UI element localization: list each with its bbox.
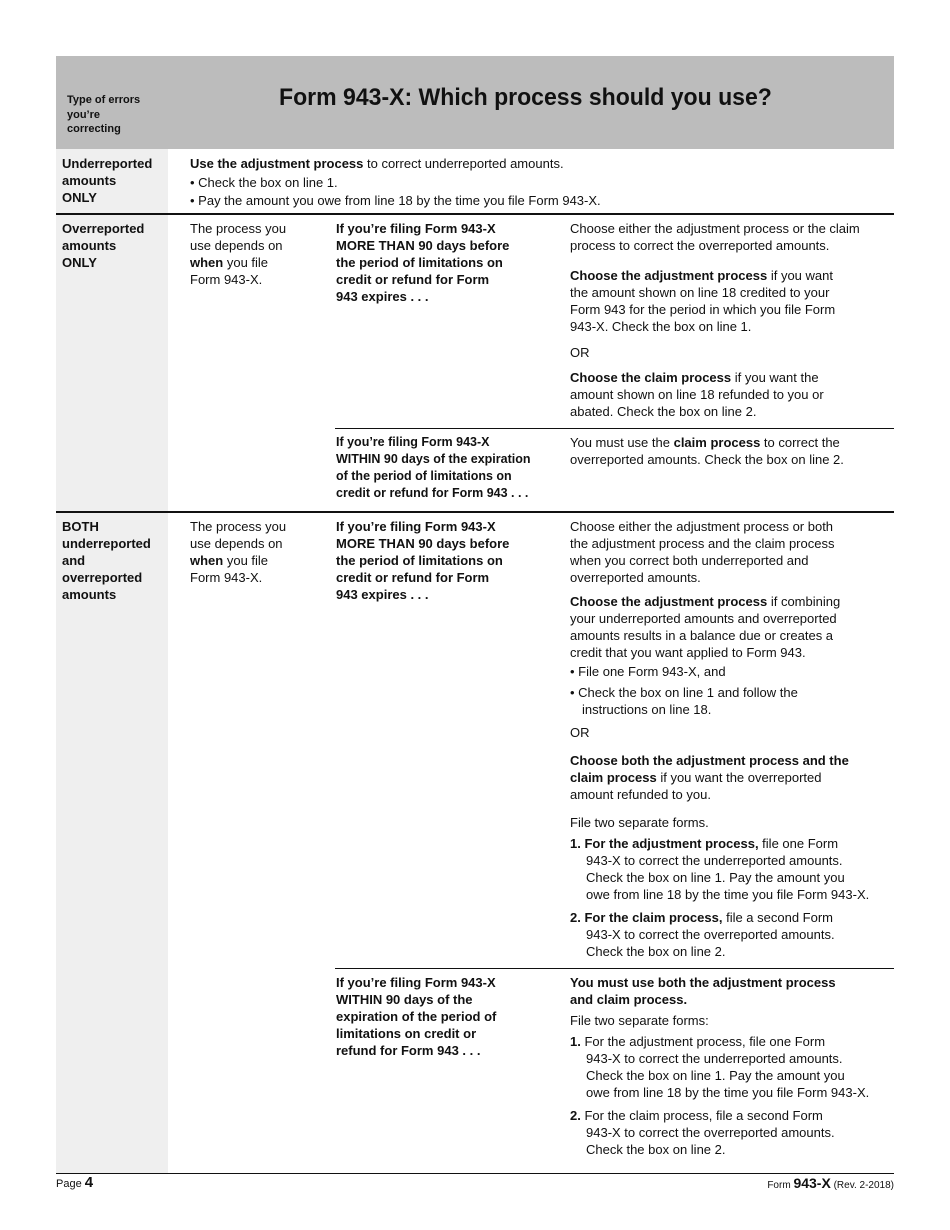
overreported-within-option: You must use the claim process to correct the overreported amounts. Check the box on line 2.: [570, 435, 844, 467]
overreported-more-than-options: Choose either the adjustment process or the claim process to correct the overreported amounts. Choose the adjustment process if you want the amount shown on line 18 credited to your Form 943 for the period in which you file Form 943-X. Check the box on line 1. OR Choose the claim process if you want the amount shown on line 18 refunded to you or abated. Check the box on line 2.: [570, 221, 860, 419]
page-title: Form 943-X: Which process should you use?: [279, 84, 772, 111]
divider: [335, 968, 894, 969]
both-more-than-condition: If you’re filing Form 943-X MORE THAN 90 days before the period of limitations on credit or refund for Form 943 expires . . .: [336, 519, 510, 602]
label-both: BOTH underreported and overreported amounts: [62, 519, 151, 602]
overreported-process-note: The process you use depends on when you file Form 943-X.: [190, 221, 287, 287]
form-revision: Form 943-X (Rev. 2-2018): [767, 1175, 894, 1191]
error-type-column: [56, 149, 168, 1173]
both-process-note: The process you use depends on when you file Form 943-X.: [190, 519, 287, 585]
divider: [56, 1173, 894, 1174]
label-underreported: Underreported amounts ONLY: [62, 156, 153, 205]
label-overreported: Overreported amounts ONLY: [62, 221, 145, 270]
underreported-instructions: Use the adjustment process to correct underreported amounts. • Check the box on line 1. • Pay the amount you owe from line 18 by the time you file Form 943-X.: [190, 156, 601, 208]
overreported-more-than-condition: If you’re filing Form 943-X MORE THAN 90 days before the period of limitations on credit or refund for Form 943 expires . . .: [336, 221, 510, 304]
both-more-than-options: Choose either the adjustment process or both the adjustment process and the claim process when you correct both underreported and overreported amounts. Choose the adjustment process if combining your underreported amounts and overreported amounts results in a balance due or creates a credit that you want applied to Form 943. • File one Form 943-X, and • Check the box on line 1 and follow the instructions on line 18. OR Choose both the adjustment process and the claim process if you want the overreported amount refunded to you. File two separate forms. 1. For the adjustment process, file one Form 943-X to correct the underreported amounts. Check the box on line 1. Pay the amount you owe from line 18 by the time you file Form 943-X. 2. For the claim process, file a second Form 943-X to correct the overreported amounts. Check the box on line 2.: [570, 519, 870, 959]
page-number: Page 4: [56, 1174, 94, 1191]
divider: [56, 511, 894, 513]
type-of-errors-label: Type of errors you’re correcting: [67, 94, 141, 135]
divider: [56, 213, 894, 215]
both-within-options: You must use both the adjustment process and claim process. File two separate forms: 1. For the adjustment process, file one Form 943-X to correct the underreported amounts. Check the box on line 1. Pay the amount you owe from line 18 by the time you file Form 943-X. 2. For the claim process, file a second Form 943-X to correct the overreported amounts. Check the box on line 2.: [570, 975, 870, 1157]
both-within-condition: If you’re filing Form 943-X WITHIN 90 days of the expiration of the period of limitations on credit or refund for Form 943 . . .: [336, 975, 497, 1058]
divider: [335, 428, 894, 429]
overreported-within-condition: If you’re filing Form 943-X WITHIN 90 days of the expiration of the period of limitations on credit or refund for Form 943 . . .: [336, 435, 531, 500]
